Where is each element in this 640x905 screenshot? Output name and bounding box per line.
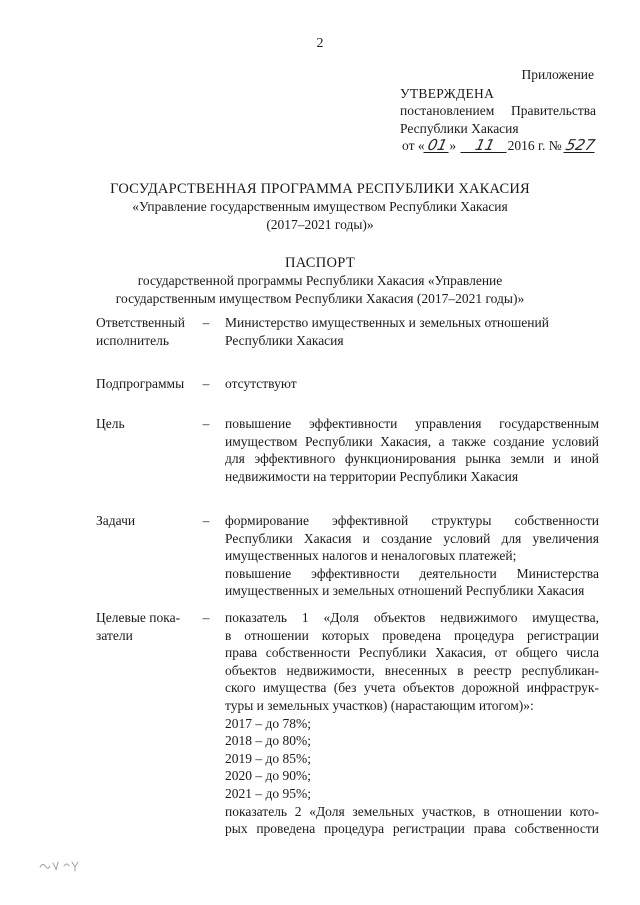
row-label-line: Подпрограммы	[96, 376, 185, 391]
content-line: права собственности Республики Хакасия, от общего числа	[225, 645, 599, 661]
scan-mark-scribble	[38, 858, 84, 872]
passport-line3: государственным имуществом Республики Хакасия (2017–2021 годы)»	[115, 290, 525, 306]
program-title-line2: «Управление государственным имуществом Республики Хакасия	[132, 199, 508, 214]
row-label-line: затели	[96, 627, 133, 643]
row-label	[96, 512, 196, 530]
content-line: туры и земельных участков) (нарастающим итогом)»:	[225, 697, 534, 713]
row-label-line: Ответственный	[96, 315, 185, 330]
content-line: 2020 – до 90%;	[225, 768, 311, 784]
content-line: 2021 – до 95%;	[225, 785, 311, 801]
appendix-label: Приложение	[521, 67, 594, 82]
row-label-line: Цель	[96, 416, 125, 431]
content-line: показатель 1 «Доля объектов недвижимого имущества,	[225, 610, 599, 625]
content-line: имущественных налогов и неналоговых платежей;	[225, 548, 517, 564]
content-line: показатель 2 «Доля земельных участков, в отношении кото-	[225, 803, 599, 819]
row-label	[96, 314, 196, 349]
row-dash: –	[202, 416, 210, 431]
content-line: Министерство имущественных и земельных отношений	[225, 315, 549, 330]
content-line: повышение эффективности деятельности Министерства	[225, 565, 599, 581]
date-month-handwritten: 11	[460, 138, 509, 153]
date-day-handwritten: 01	[423, 138, 451, 153]
program-title-line3: (2017–2021 годы)»	[266, 216, 374, 232]
content-line: Республики Хакасия и создание условий для увеличения	[225, 530, 599, 546]
row-dash: –	[202, 315, 210, 330]
row-dash: –	[202, 376, 210, 391]
passport-heading	[0, 254, 640, 307]
row-content	[225, 314, 599, 349]
content-line: рых проведена процедура регистрации права собственности	[225, 821, 599, 837]
row-label	[96, 415, 196, 433]
content-line: ского имущества (без учета объектов дорожной инфраструк-	[225, 680, 599, 696]
date-year: 2016 г. №	[507, 138, 562, 153]
row-label-line: Задачи	[96, 513, 136, 528]
approved-label: УТВЕРЖДЕНА	[400, 85, 495, 101]
content-line: в отношении которых проведена процедура регистрации	[225, 627, 599, 643]
page-number: 2	[316, 36, 324, 51]
content-line: 2019 – до 85%;	[225, 750, 311, 766]
content-line: отсутствуют	[225, 376, 297, 391]
content-line: имуществом Республики Хакасия, а также создание условий	[225, 433, 599, 449]
content-line: формирование эффективной структуры собственности	[225, 513, 599, 528]
content-line: имущественных и земельных отношений Республики Хакасия	[225, 583, 585, 599]
approval-date-line	[402, 137, 596, 155]
approval-stamp	[400, 66, 596, 155]
approved-by-org-word: Правительства	[511, 103, 596, 118]
row-label	[96, 609, 196, 644]
row-dash: –	[202, 513, 210, 528]
content-line: 2017 – до 78%;	[225, 715, 311, 731]
row-label-line: исполнитель	[96, 332, 169, 348]
approved-org: Республики Хакасия	[400, 120, 519, 136]
row-label	[96, 375, 196, 393]
row-label-line: Целевые пока-	[96, 610, 181, 625]
row-content	[225, 415, 599, 485]
row-content	[225, 375, 599, 393]
program-title	[0, 180, 640, 233]
passport-title: ПАСПОРТ	[284, 255, 356, 271]
date-mid: »	[449, 138, 457, 153]
content-line: для эффективного функционирования рынка земли и иной	[225, 451, 599, 467]
decree-number-handwritten: 527	[564, 136, 598, 154]
approved-by-line	[400, 102, 596, 120]
row-content	[225, 609, 599, 838]
content-line: повышение эффективности управления государственным	[225, 416, 599, 431]
content-line: недвижимости на территории Республики Хакасия	[225, 468, 519, 484]
row-dash: –	[202, 610, 210, 625]
program-title-main: ГОСУДАРСТВЕННАЯ ПРОГРАММА РЕСПУБЛИКИ ХАКАСИЯ	[110, 181, 530, 197]
content-line: 2018 – до 80%;	[225, 733, 311, 749]
date-prefix: от «	[402, 138, 425, 153]
approved-by-word: постановлением	[400, 103, 495, 118]
row-content	[225, 512, 599, 600]
content-line: объектов недвижимости, внесенных в реестр республикан-	[225, 662, 599, 678]
content-line: Республики Хакасия	[225, 332, 344, 348]
passport-line2: государственной программы Республики Хакасия «Управление	[137, 273, 503, 288]
